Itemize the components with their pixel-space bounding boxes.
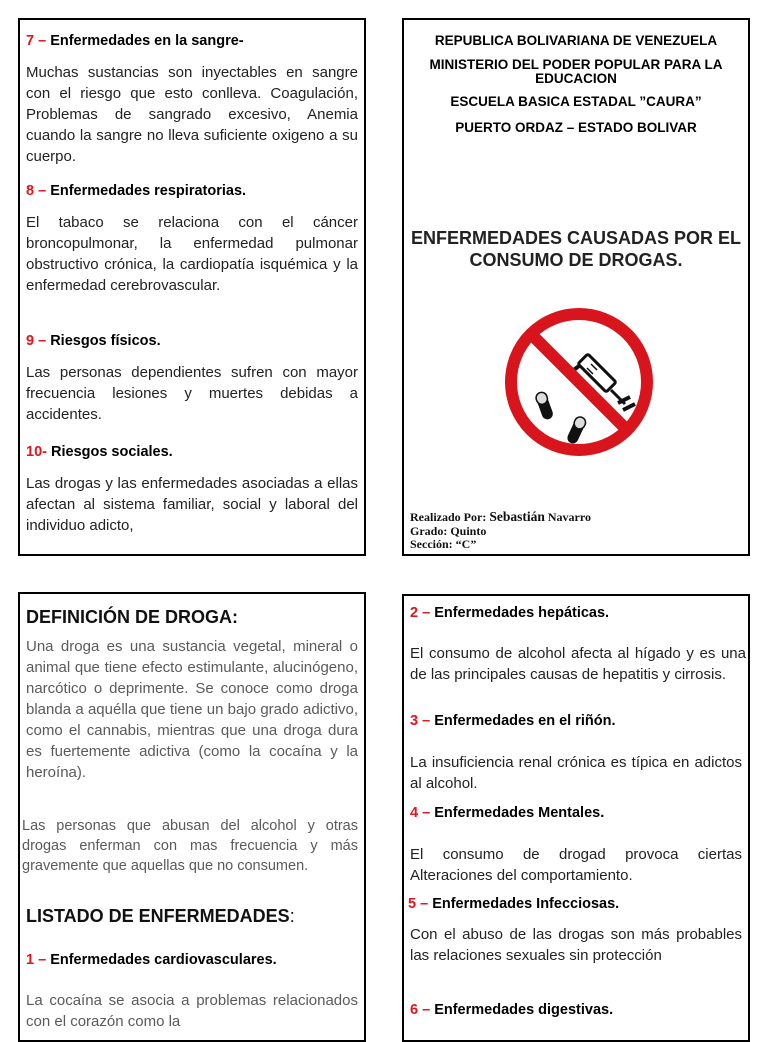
item-3-text: La insuficiencia renal crónica es típica en adictos al alcohol. [410, 754, 742, 792]
item-8-text: El tabaco se relaciona con el cáncer broncopulmonar, la enfermedad pulmonar obstructivo crónica, la cardiopatía isquémica y la enfermedad cerebrovascular. [26, 214, 358, 294]
item-7-text: Muchas sustancias son inyectables en sangre con el riesgo que esto conlleva. Coagulación, Problemas de sangrado excesivo, Anemia cuando la sangre no lleva suficiente oxigeno a su cuerpo. [26, 64, 358, 165]
cover-city: PUERTO ORDAZ – ESTADO BOLIVAR [455, 120, 697, 135]
item-1-text: La cocaína se asocia a problemas relacionados con el corazón como la [26, 992, 358, 1030]
item-10-text: Las drogas y las enfermedades asociadas a ellas afectan al sistema familiar, social y laboral del individuo adicto, [26, 475, 358, 534]
cover-republic: REPUBLICA BOLIVARIANA DE VENEZUELA [434, 33, 718, 48]
page-panel-bottom-right [402, 594, 750, 1042]
item-2-heading: 2 – Enfermedades hepáticas. [410, 605, 610, 621]
abuse-text: Las personas que abusan del alcohol y otras drogas enferman con mas frecuencia y más gravemente que aquellas que no consumen. [22, 818, 358, 874]
item-9-heading: 9 – Riesgos físicos. [26, 333, 161, 349]
page-panel-top-left [18, 18, 366, 556]
item-4-heading: 4 – Enfermedades Mentales. [410, 805, 605, 821]
definition-heading: DEFINICIÓN DE DROGA: [26, 607, 239, 627]
item-9-text: Las personas dependientes sufren con mayor frecuencia lesiones y muertes debidas a accidentes. [26, 364, 358, 423]
item-7-heading: 7 – Enfermedades en la sangre- [26, 33, 244, 49]
cover-school: ESCUELA BASICA ESTADAL ”CAURA” [450, 94, 702, 109]
cover-panel [402, 18, 750, 556]
definition-panel [18, 592, 366, 1042]
disease-list-heading: LISTADO DE ENFERMEDADES: [26, 906, 295, 926]
cover-ministry: MINISTERIO DEL PODER POPULAR PARA LA EDUCACION [429, 57, 723, 86]
item-5-heading: 5 – Enfermedades Infecciosas. [408, 896, 620, 912]
cover-grade: Grado: Quinto [410, 524, 487, 538]
item-10-heading: 10- Riesgos sociales. [26, 444, 173, 460]
item-2-text: El consumo de alcohol afecta al hígado y es una de las principales causas de hepatitis y cirrosis. [410, 645, 746, 683]
cover-title: ENFERMEDADES CAUSADAS POR EL CONSUMO DE DROGAS. [410, 228, 742, 270]
item-3-heading: 3 – Enfermedades en el riñón. [410, 713, 616, 729]
item-6-heading: 6 – Enfermedades digestivas. [410, 1002, 614, 1018]
no-drugs-sign-icon [501, 304, 657, 460]
item-8-heading: 8 – Enfermedades respiratorias. [26, 183, 247, 199]
cover-section: Sección: “C” [410, 537, 477, 551]
definition-text: Una droga es una sustancia vegetal, mineral o animal que tiene efecto estimulante, alucinógeno, narcótico o deprimente. Se conoce como droga blanda a aquélla que tiene un bajo grado adictivo, como el cannabis, mientras que una droga dura es fuertemente adictiva (como la cocaína y la heroína). [26, 638, 358, 781]
item-4-text: El consumo de drogad provoca ciertas Alteraciones del comportamiento. [410, 846, 742, 884]
item-5-text: Con el abuso de las drogas son más probables las relaciones sexuales sin protección [410, 926, 742, 964]
item-1-heading: 1 – Enfermedades cardiovasculares. [26, 952, 277, 968]
cover-author: Realizado Por: Sebastián Navarro [410, 509, 591, 524]
